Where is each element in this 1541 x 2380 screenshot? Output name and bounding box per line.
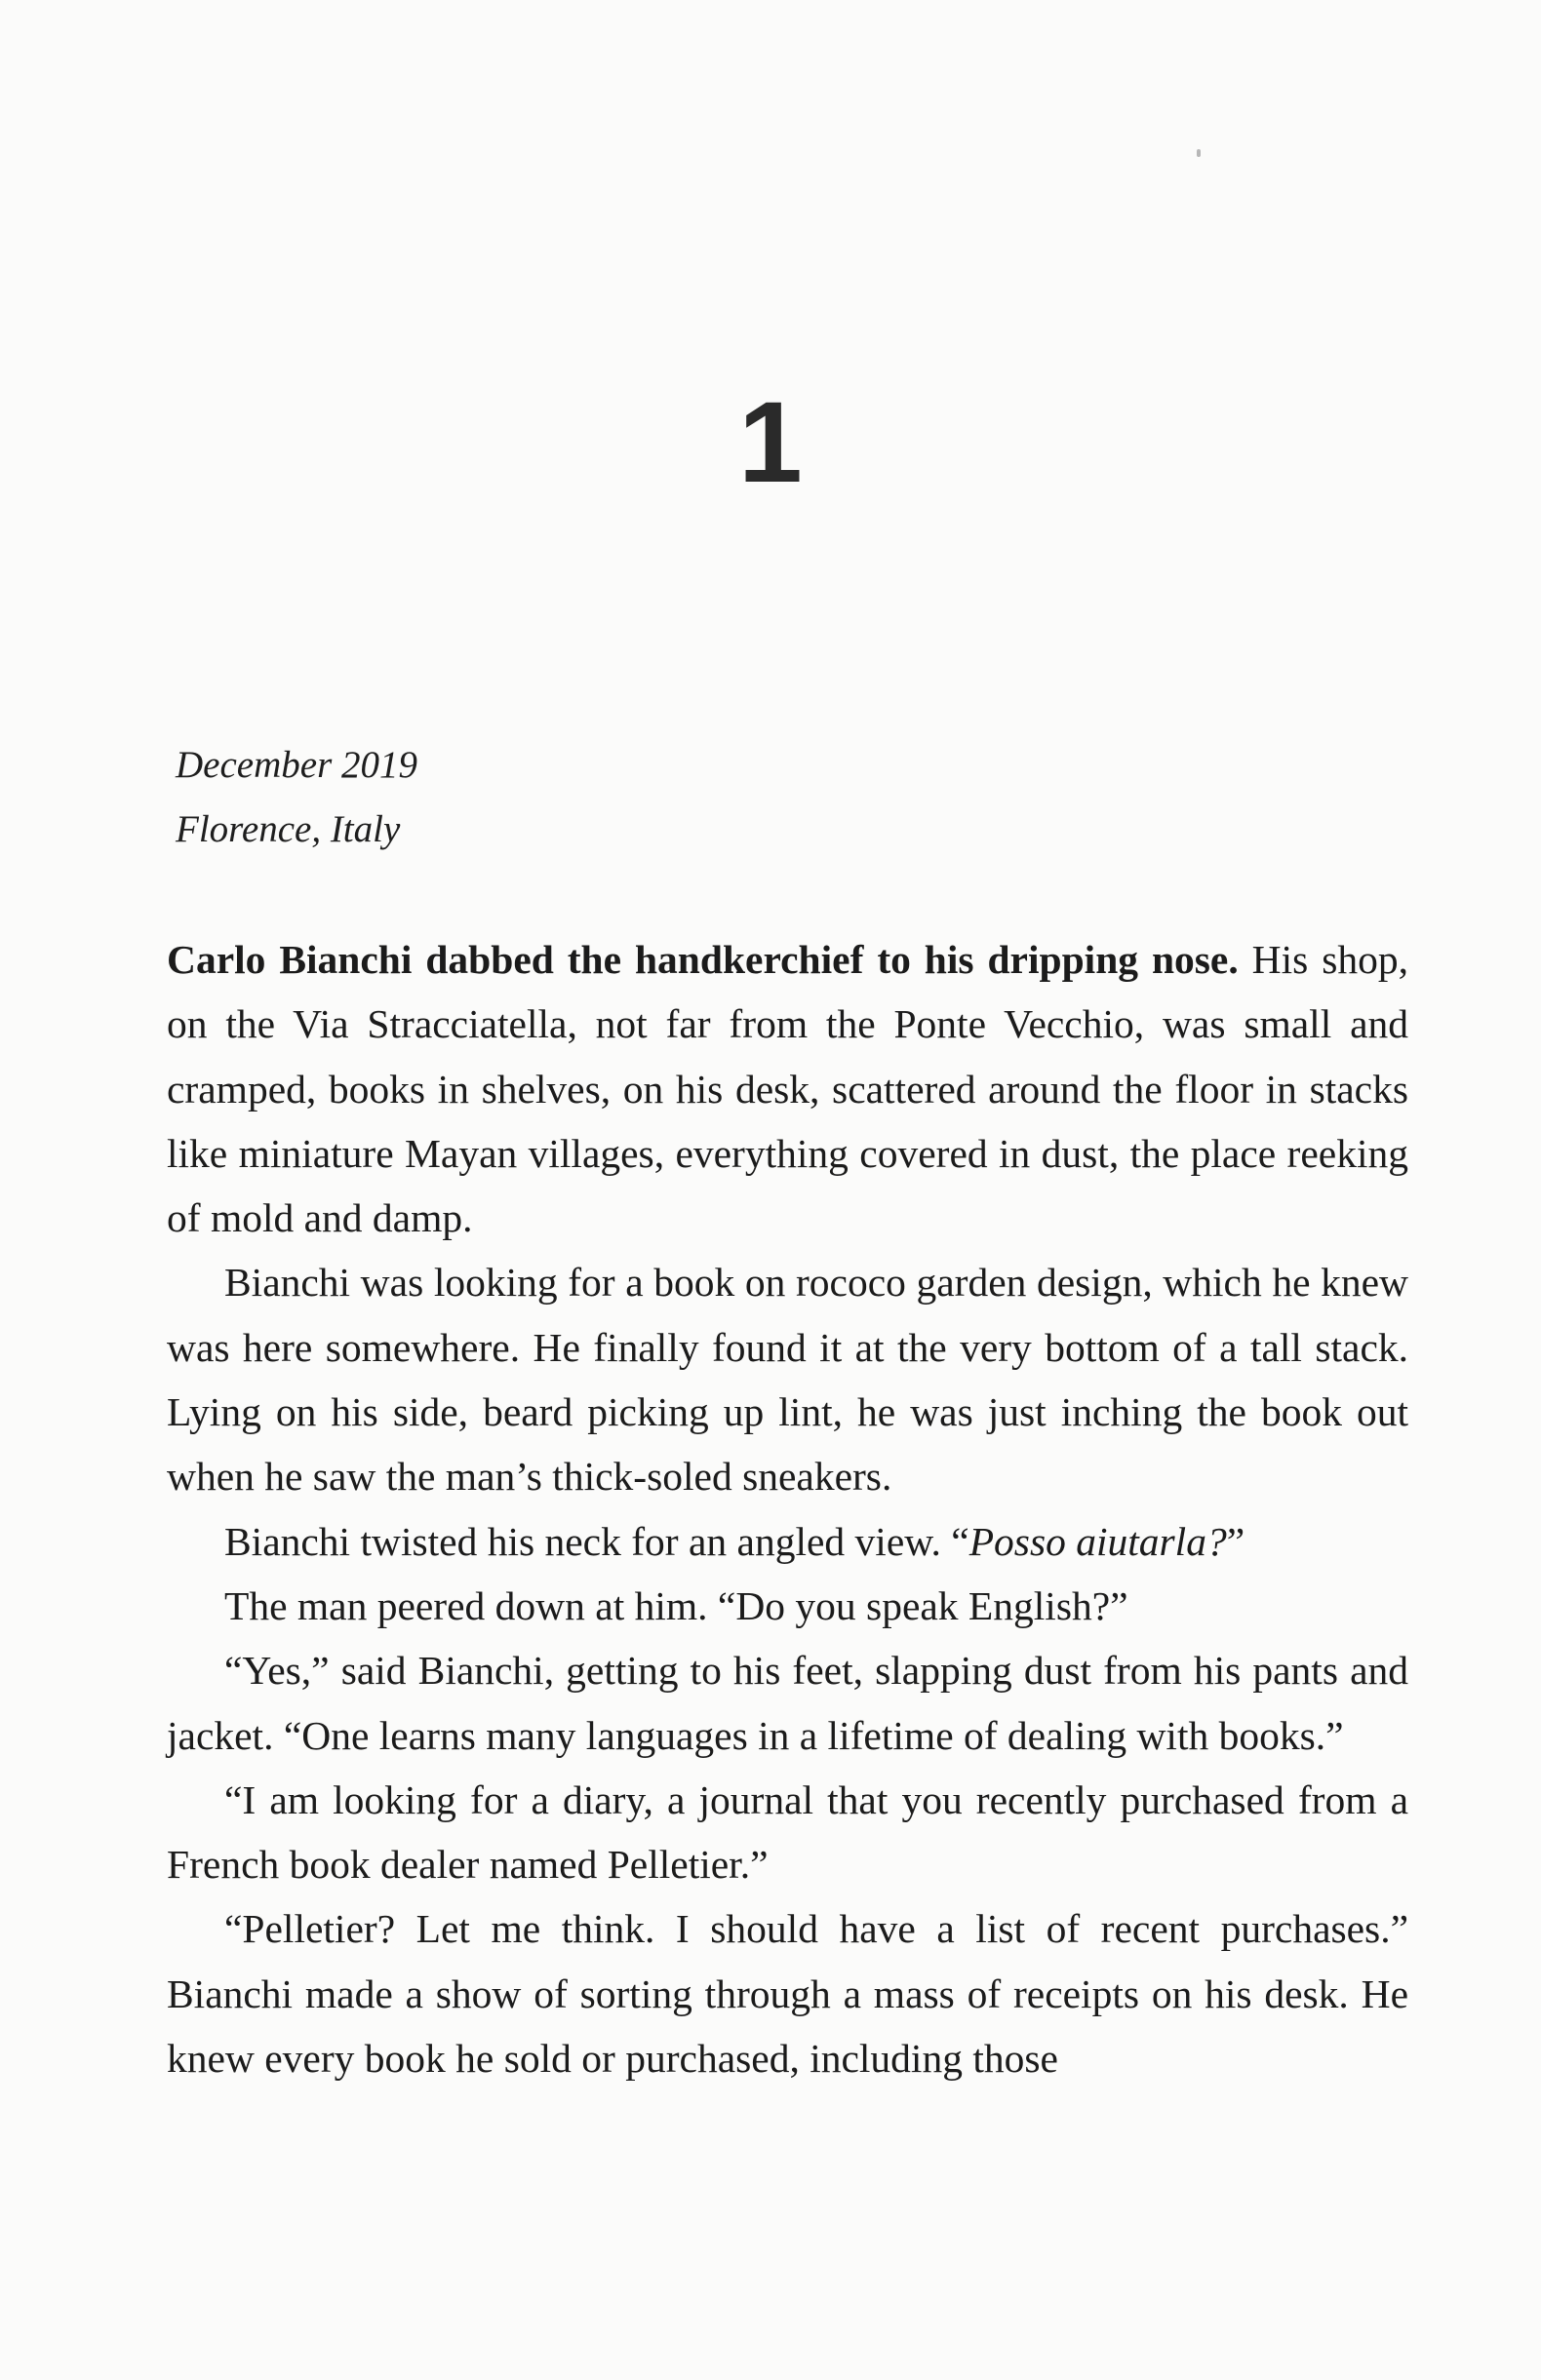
dateline: [176, 733, 417, 862]
paragraph: “Yes,” said Bianchi, getting to his feet, slapping dust from his pants and jacket. “One learns many languages in a lifetime of dealing with books.”: [167, 1648, 1408, 1758]
foreign-phrase: Posso aiutarla?: [968, 1518, 1227, 1564]
opening-lead-in: Carlo Bianchi dabbed the handkerchief to his dripping nose.: [167, 937, 1239, 982]
dateline-place: Florence, Italy: [176, 808, 401, 850]
paragraph: The man peered down at him. “Do you speak English?”: [224, 1582, 1128, 1628]
dialogue-text: ”: [1226, 1518, 1245, 1564]
chapter-body: [167, 927, 1408, 2090]
paragraph-opening: [167, 927, 1408, 1250]
paragraph: “I am looking for a diary, a journal that you recently purchased from a French book dealer named Pelletier.”: [167, 1776, 1408, 1888]
dateline-date: December 2019: [176, 744, 417, 786]
paragraph: Bianchi was looking for a book on rococo garden design, which he knew was here somewhere. He finally found it at the very bottom of a tall stack. Lying on his side, beard picking up lint, he was just inching the book out when he saw the man’s thick-soled sneakers.: [167, 1260, 1408, 1500]
opening-text: His shop, on the Via Stracciatella, not far from the Ponte Vecchio, was small and cramped, books in shelves, on his desk, scattered around the floor in stacks like miniature Mayan villages, everything covered in dust, the place reeking of mold and damp.: [167, 937, 1408, 1241]
chapter-number: 1: [738, 378, 803, 507]
paper-speck: [1197, 149, 1201, 157]
dialogue-text: Bianchi twisted his neck for an angled view. “: [224, 1518, 969, 1564]
paragraph: [167, 1509, 1408, 1574]
paragraph: “Pelletier? Let me think. I should have a list of recent purchases.” Bianchi made a show of sorting through a mass of receipts on his desk. He knew every book he sold or purchased, including those: [167, 1906, 1408, 2082]
